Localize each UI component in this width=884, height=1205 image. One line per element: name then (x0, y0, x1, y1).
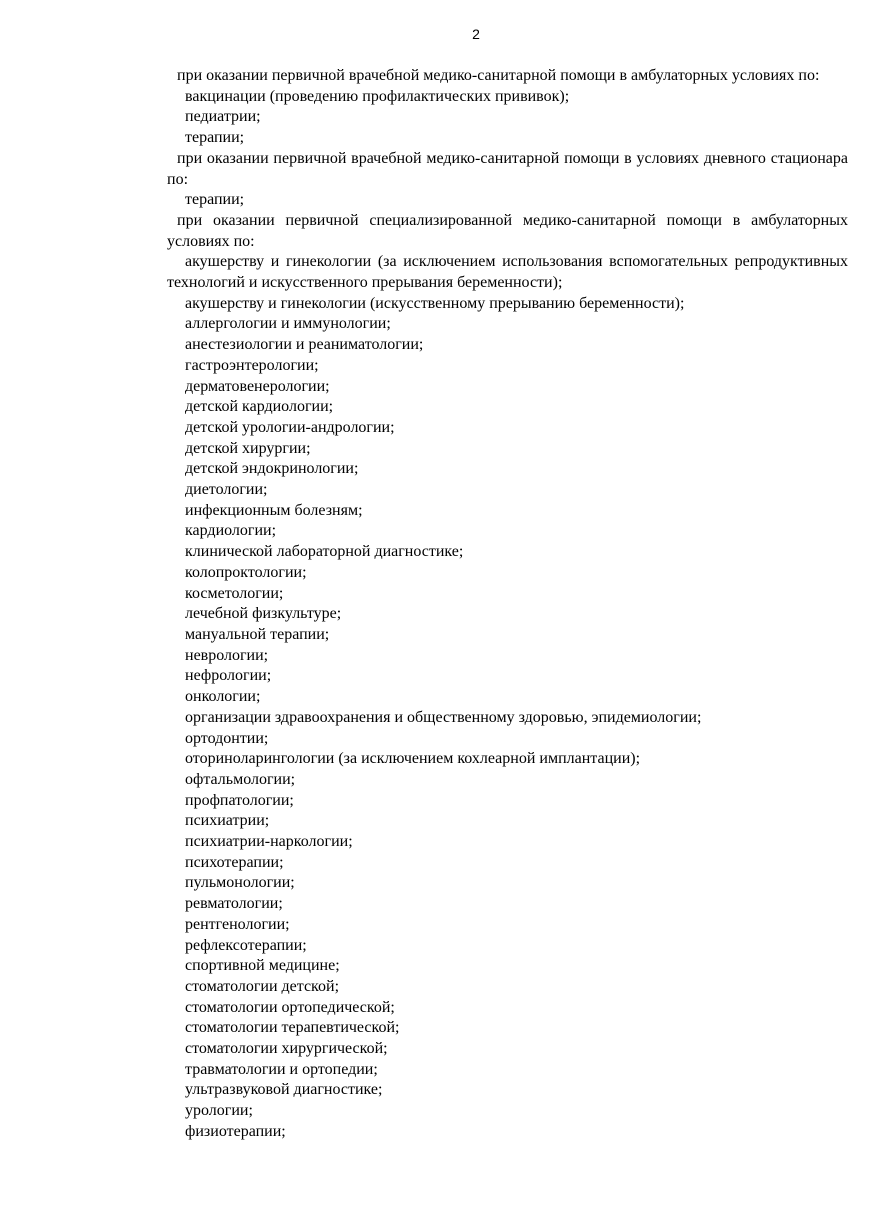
list-item: клинической лабораторной диагностике; (185, 543, 464, 561)
section-intro: при оказании первичной врачебной медико-санитарной помощи в условиях дневного стационара по: (167, 149, 848, 188)
list-item: урологии; (185, 1102, 253, 1120)
list-item: колопроктологии; (185, 563, 307, 581)
list-item: профпатологии; (185, 791, 294, 809)
list-item: инфекционным болезням; (185, 501, 363, 519)
list-item: акушерству и гинекологии (за исключением использования вспомогательных репродуктивных технологий и искусственного прерывания беременности); (167, 253, 848, 292)
list-item: косметологии; (185, 584, 284, 602)
section-intro: при оказании первичной врачебной медико-санитарной помощи в амбулаторных условиях по: (177, 67, 820, 84)
list-item: психиатрии-наркологии; (185, 833, 353, 851)
list-item: организации здравоохранения и общественному здоровью, эпидемиологии; (185, 708, 702, 726)
list-item: гастроэнтерологии; (185, 356, 319, 374)
list-item: детской кардиологии; (185, 398, 334, 416)
list-item: детской эндокринологии; (185, 460, 359, 478)
document-body (167, 66, 848, 1143)
list-item: мануальной терапии; (185, 625, 330, 643)
list-item: стоматологии ортопедической; (185, 998, 395, 1016)
list-item: психотерапии; (185, 853, 284, 871)
list-item: педиатрии; (185, 108, 261, 126)
list-item: ортодонтии; (185, 729, 269, 747)
list-item: детской урологии-андрологии; (185, 418, 395, 436)
list-item: кардиологии; (185, 522, 277, 540)
list-item: физиотерапии; (185, 1122, 286, 1140)
list-item: офтальмологии; (185, 770, 296, 788)
list-item: детской хирургии; (185, 439, 311, 457)
list-item: лечебной физкультуре; (185, 605, 342, 623)
list-item: пульмонологии; (185, 874, 295, 892)
list-item: психиатрии; (185, 812, 270, 830)
list-item: спортивной медицине; (185, 957, 340, 975)
list-item: аллергологии и иммунологии; (185, 315, 391, 333)
list-item: стоматологии хирургической; (185, 1040, 388, 1058)
list-item: терапии; (185, 129, 245, 147)
list-item: рефлексотерапии; (185, 936, 307, 954)
list-item: стоматологии детской; (185, 977, 340, 995)
list-item: рентгенологии; (185, 915, 290, 933)
list-item: неврологии; (185, 646, 269, 664)
section-intro: при оказании первичной специализированной медико-санитарной помощи в амбулаторных условиях по: (167, 211, 848, 250)
list-item: акушерству и гинекологии (искусственному прерыванию беременности); (185, 294, 685, 312)
list-item: вакцинации (проведению профилактических прививок); (185, 87, 570, 105)
list-item: травматологии и ортопедии; (185, 1060, 378, 1078)
list-item: анестезиологии и реаниматологии; (185, 336, 424, 354)
page-number: 2 (472, 26, 480, 42)
list-item: дерматовенерологии; (185, 377, 330, 395)
list-item: нефрологии; (185, 667, 272, 685)
list-item: оториноларингологии (за исключением кохлеарной имплантации); (185, 750, 641, 768)
list-item: ревматологии; (185, 895, 283, 913)
list-item: ультразвуковой диагностике; (185, 1081, 383, 1099)
list-item: терапии; (185, 191, 245, 209)
list-item: диетологии; (185, 481, 268, 499)
list-item: стоматологии терапевтической; (185, 1019, 400, 1037)
list-item: онкологии; (185, 688, 261, 706)
